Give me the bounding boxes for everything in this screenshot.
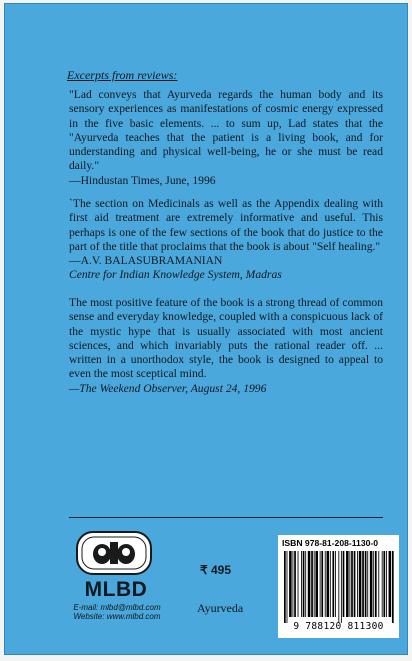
publisher-name: MLBD (84, 578, 148, 601)
barcode-bar (330, 551, 331, 617)
barcode-bar (325, 551, 326, 617)
barcode-bar (321, 551, 323, 617)
barcode-bar (335, 551, 336, 617)
review-3-text: The most positive feature of the book is a strong thread of common sense and everyday knowledge, coupled with a conspicuous lack of the mystic hype that is usually associated with most ancient sciences, and which invariably puts the rational reader off. ... written in a unorthodox style, the book is designed to appeal to even the most sceptical mind. (69, 296, 383, 381)
barcode-bar (308, 551, 311, 617)
barcode-bar (315, 551, 318, 617)
barcode-bar (362, 551, 364, 617)
review-1-source: —Hindustan Times, June, 1996 (69, 173, 216, 187)
barcode-bar (349, 551, 350, 617)
barcode-bar (284, 551, 286, 623)
barcode-bar (375, 551, 377, 617)
barcode-bar (327, 551, 330, 617)
review-3 (69, 296, 383, 396)
barcode-icon (284, 551, 394, 623)
barcode-bar (293, 551, 294, 617)
barcode-bar (303, 551, 305, 617)
barcode-panel (278, 535, 399, 638)
publisher-website: Website: www.mlbd.com (73, 612, 161, 621)
barcode-bar (298, 551, 299, 617)
barcode-bar (365, 551, 367, 617)
publisher-emblem-icon (75, 530, 153, 576)
price: ₹ 495 (200, 563, 231, 577)
review-2-source-affiliation: Centre for Indian Knowledge System, Madras (69, 268, 282, 282)
review-2-text: `The section on Medicinals as well as the Appendix dealing with first aid treatment are extremely informative and useful. This perhaps is one of the few sections of the book that do justice to the part of the title that proclaims that the book is about "Self healing." (69, 197, 383, 253)
barcode-bar (311, 551, 313, 617)
barcode-bar (370, 551, 373, 617)
publisher-email: E-mail: mlbd@mlbd.com (73, 603, 161, 612)
barcode-bar (373, 551, 374, 617)
barcode-bar (294, 551, 296, 617)
barcode-bar (341, 551, 342, 623)
barcode-bar (332, 551, 334, 617)
isbn: ISBN 978-81-208-1130-0 (282, 538, 379, 548)
barcode-bar (382, 551, 383, 617)
barcode-bar (383, 551, 385, 617)
review-1-text: "Lad conveys that Ayurveda regards the human body and its sensory experiences as manifestations of cosmic energy expressed in the five basic elements. ... to sum up, Lad states that the "Ayurveda teaches that the patient is a living book, and for understanding and physical well-being, he or she must be read daily." (69, 88, 383, 173)
review-1 (69, 88, 383, 188)
barcode-bar (338, 551, 339, 623)
barcode-bar (289, 551, 292, 617)
barcode-bar (359, 551, 362, 617)
barcode-bar (314, 551, 315, 617)
barcode-bar (392, 551, 394, 623)
back-cover (4, 3, 408, 655)
barcode-bar (367, 551, 368, 617)
barcode-digits: 9 788120 811300 (293, 621, 384, 632)
barcode-bar (301, 551, 302, 617)
barcode-bar (343, 551, 345, 617)
barcode-bar (351, 551, 353, 617)
barcode-bar (320, 551, 321, 617)
barcode-bar (287, 551, 288, 623)
reviews-heading: Excerpts from reviews: (67, 68, 178, 82)
review-2 (69, 197, 383, 283)
barcode-bar (386, 551, 387, 617)
barcode-bar (389, 551, 392, 617)
review-3-source: —The Weekend Observer, August 24, 1996 (69, 381, 267, 395)
barcode-bar (378, 551, 379, 617)
barcode-bar (305, 551, 306, 617)
barcode-bar (357, 551, 358, 617)
publisher-contact (69, 603, 165, 621)
divider (69, 517, 383, 518)
subject-category: Ayurveda (197, 601, 244, 615)
barcode-bar (346, 551, 349, 617)
review-2-source: —A.V. BALASUBRAMANIAN (69, 254, 223, 268)
barcode-bar (354, 551, 356, 617)
